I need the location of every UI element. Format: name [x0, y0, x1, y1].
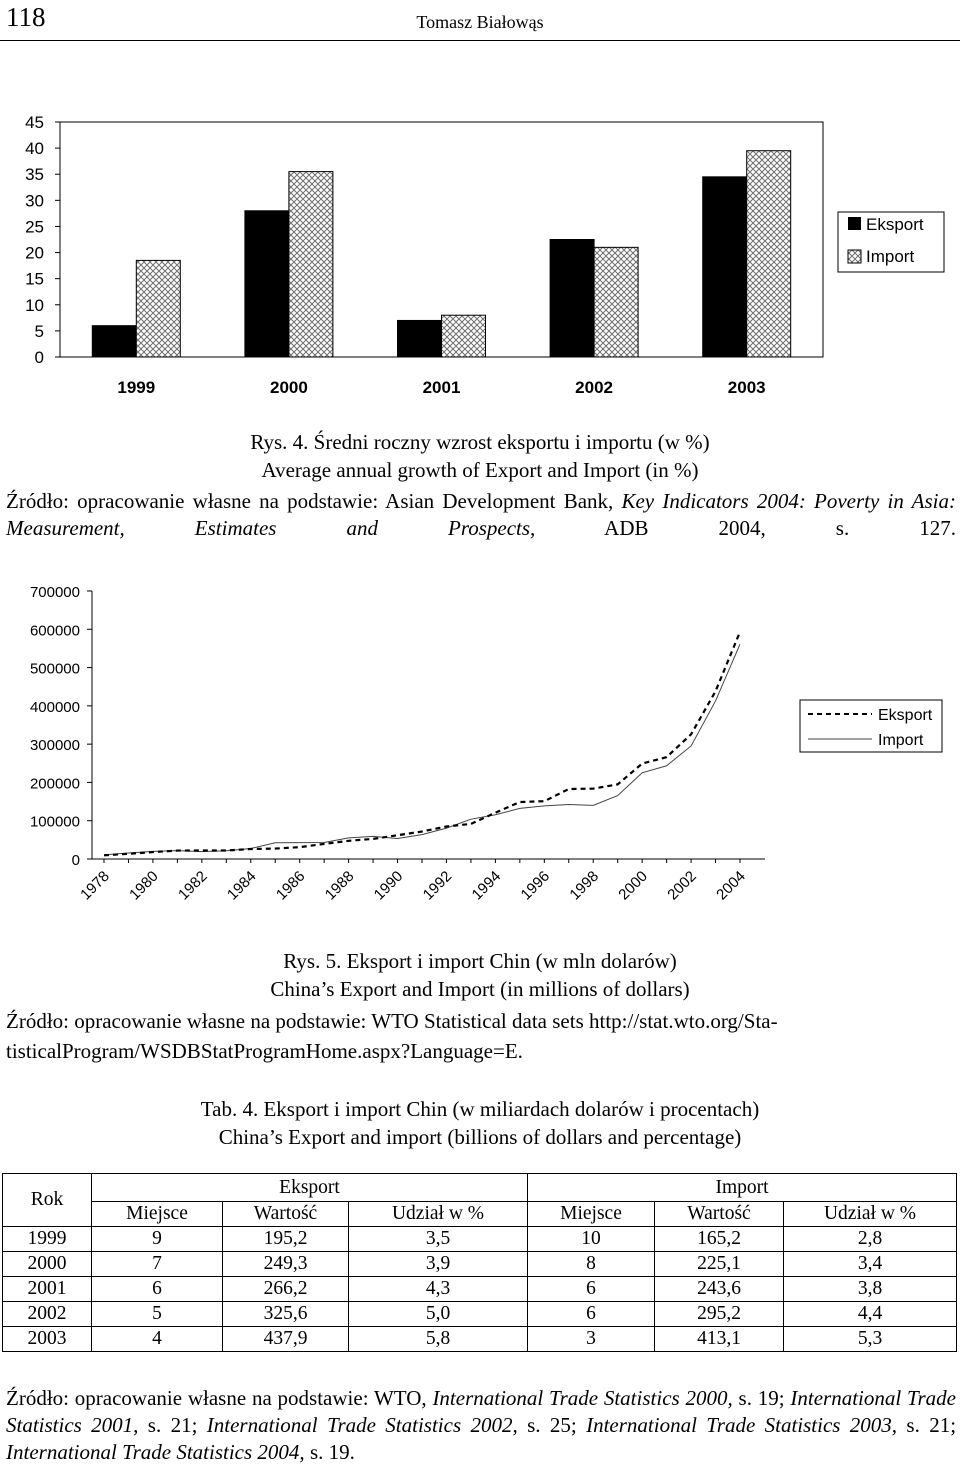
table-cell: 225,1 — [655, 1252, 784, 1277]
table-row — [3, 1277, 957, 1302]
table-source-title: International Trade Statistics 2003, — [586, 1413, 898, 1437]
bar-eksport-2003 — [703, 177, 747, 357]
bar-import-1999 — [136, 260, 180, 357]
table-source-title: International Trade Statistics 2000, — [432, 1386, 733, 1410]
table-source-page: s. 19. — [309, 1440, 355, 1464]
line-series-eksport — [104, 632, 740, 855]
table-subheader: Miejsce — [528, 1202, 655, 1227]
table-source-title: International Trade Statistics 2004, — [6, 1440, 305, 1464]
line-x-tick-label: 1978 — [77, 867, 113, 904]
table-subheader: Wartość — [223, 1202, 349, 1227]
table-4-title-pl: Tab. 4. Eksport i import Chin (w miliardach dolarów i procentach) — [200, 1097, 760, 1121]
table-cell: 2,8 — [784, 1227, 957, 1252]
table-cell: 413,1 — [655, 1327, 784, 1352]
bar-chart-figure-4 — [0, 100, 960, 410]
line-y-tick-label: 0 — [71, 852, 80, 869]
line-y-tick-label: 400000 — [29, 698, 80, 716]
table-header-import: Import — [528, 1174, 957, 1202]
legend-eksport-text: Eksport — [878, 707, 933, 724]
line-x-tick-label: 1980 — [126, 867, 162, 904]
bar-x-tick-label: 2001 — [422, 378, 461, 397]
bar-y-tick-label: 30 — [25, 191, 44, 211]
line-x-tick-label: 2004 — [713, 867, 749, 904]
line-x-tick-label: 1988 — [321, 867, 358, 904]
table-subheader-row — [3, 1202, 957, 1227]
table-cell: 165,2 — [655, 1227, 784, 1252]
bar-y-tick-label: 20 — [25, 243, 44, 263]
figure-5-source-line-2: tisticalProgram/WSDBStatProgramHome.aspx?Language=E. — [6, 1039, 523, 1063]
table-cell: 8 — [528, 1252, 655, 1277]
table-cell: 6 — [528, 1302, 655, 1327]
header-rule — [0, 40, 960, 41]
table-subheader: Udział w % — [784, 1202, 957, 1227]
table-4-source — [6, 1385, 956, 1466]
table-cell: 3 — [528, 1327, 655, 1352]
table-cell: 295,2 — [655, 1302, 784, 1327]
line-x-tick-label: 1990 — [370, 867, 407, 904]
table-source-title: International Trade Statistics 2001, — [6, 1386, 957, 1437]
bar-x-tick-label: 2003 — [727, 378, 766, 397]
bar-y-tick-label: 0 — [34, 348, 44, 367]
figure-5-caption-pl: Rys. 5. Eksport i import Chin (w mln dolarów) — [283, 949, 677, 973]
legend-import-label: Import — [866, 247, 915, 266]
line-chart-figure-5 — [0, 575, 960, 945]
table-cell: 5,3 — [784, 1327, 957, 1352]
figure-4-source-lead: Źródło: opracowanie własne na podstawie: Asian Development Bank, — [6, 489, 614, 513]
legend-eksport-label: Eksport — [866, 215, 924, 234]
line-y-tick-label: 200000 — [29, 775, 80, 793]
table-source-page: s. 21; — [906, 1413, 957, 1437]
table-cell: 5,8 — [349, 1327, 528, 1352]
table-header-rok: Rok — [3, 1174, 92, 1227]
line-y-tick-label: 700000 — [29, 584, 80, 601]
bar-x-tick-label: 2000 — [269, 378, 308, 397]
table-cell: 5,0 — [349, 1302, 528, 1327]
line-x-tick-label: 1982 — [175, 867, 211, 904]
line-y-tick-label: 600000 — [29, 622, 80, 640]
table-cell: 4,3 — [349, 1277, 528, 1302]
table-cell: 6 — [528, 1277, 655, 1302]
line-x-tick-label: 1994 — [468, 867, 505, 904]
table-source-page: s. 19; — [738, 1386, 785, 1410]
bar-eksport-1999 — [92, 326, 136, 357]
table-cell: 9 — [92, 1227, 223, 1252]
line-y-tick-label: 300000 — [29, 737, 80, 755]
figure-4-caption-en: Average annual growth of Export and Import (in %) — [261, 458, 699, 482]
bar-import-2001 — [442, 315, 486, 357]
table-row — [3, 1302, 957, 1327]
table-cell: 10 — [528, 1227, 655, 1252]
table-subheader: Udział w % — [349, 1202, 528, 1227]
data-table — [2, 1173, 957, 1352]
table-cell: 3,5 — [349, 1227, 528, 1252]
table-cell: 1999 — [3, 1227, 92, 1252]
figure-5-source-line-1: Źródło: opracowanie własne na podstawie: WTO Statistical data sets http://stat.wto.org/Sta- — [6, 1009, 778, 1033]
line-x-tick-label: 1992 — [419, 867, 456, 904]
bar-eksport-2000 — [245, 211, 289, 357]
line-y-tick-label: 100000 — [29, 813, 80, 831]
bar-x-tick-label: 1999 — [117, 378, 156, 397]
line-x-tick-label: 1984 — [223, 867, 260, 904]
legend-import-text: Import — [878, 732, 924, 749]
bar-y-tick-label: 45 — [25, 113, 44, 132]
table-row — [3, 1252, 957, 1277]
table-cell: 2000 — [3, 1252, 92, 1277]
line-x-tick-label: 1998 — [566, 867, 603, 904]
bar-y-tick-label: 25 — [25, 217, 44, 237]
bar-y-tick-label: 10 — [25, 295, 44, 315]
table-source-page: s. 21; — [147, 1413, 198, 1437]
table-subheader: Miejsce — [92, 1202, 223, 1227]
running-header-author: Tomasz Białowąs — [416, 12, 544, 32]
bar-x-tick-label: 2002 — [575, 378, 614, 397]
table-header-row — [3, 1174, 957, 1202]
table-cell: 2001 — [3, 1277, 92, 1302]
line-x-tick-label: 1986 — [272, 867, 309, 904]
figure-4-caption-pl: Rys. 4. Średni roczny wzrost eksportu i importu (w %) — [250, 430, 710, 454]
line-x-tick-label: 2000 — [615, 867, 651, 904]
table-4-title-en: China’s Export and import (billions of dollars and percentage) — [218, 1125, 742, 1149]
table-cell: 3,8 — [784, 1277, 957, 1302]
bar-y-tick-label: 5 — [34, 321, 44, 341]
line-x-tick-label: 2002 — [664, 867, 700, 904]
table-cell: 5 — [92, 1302, 223, 1327]
table-row — [3, 1327, 957, 1352]
bar-y-tick-label: 15 — [25, 269, 44, 289]
table-cell: 7 — [92, 1252, 223, 1277]
bar-y-tick-label: 40 — [25, 139, 44, 159]
table-cell: 4 — [92, 1327, 223, 1352]
figure-4-source-title: Key Indicators 2004: Poverty in Asia: Measurement, Estimates and Prospects, — [6, 489, 956, 540]
table-cell: 325,6 — [223, 1302, 349, 1327]
table-cell: 266,2 — [223, 1277, 349, 1302]
figure-4-source-tail: ADB 2004, s. 127. — [604, 516, 956, 540]
table-cell: 2003 — [3, 1327, 92, 1352]
line-y-tick-label: 500000 — [29, 660, 80, 678]
table-cell: 243,6 — [655, 1277, 784, 1302]
table-row — [3, 1227, 957, 1252]
page-number: 118 — [6, 2, 46, 32]
table-cell: 4,4 — [784, 1302, 957, 1327]
table-cell: 195,2 — [223, 1227, 349, 1252]
table-cell: 249,3 — [223, 1252, 349, 1277]
legend-import-swatch — [848, 250, 861, 263]
table-source-page: s. 25; — [527, 1413, 577, 1437]
legend-eksport-swatch — [848, 217, 861, 230]
table-cell: 437,9 — [223, 1327, 349, 1352]
bar-import-2003 — [747, 151, 791, 357]
bar-eksport-2001 — [398, 320, 442, 357]
line-x-tick-label: 1996 — [517, 867, 554, 904]
figure-4-source — [6, 488, 956, 542]
table-source-title: International Trade Statistics 2002, — [206, 1413, 518, 1437]
bar-eksport-2002 — [550, 240, 594, 358]
table-cell: 6 — [92, 1277, 223, 1302]
table-cell: 2002 — [3, 1302, 92, 1327]
table-cell: 3,9 — [349, 1252, 528, 1277]
table-subheader: Wartość — [655, 1202, 784, 1227]
line-series-import — [104, 644, 740, 855]
table-source-lead: Źródło: opracowanie własne na podstawie: WTO, — [6, 1386, 427, 1410]
table-header-eksport: Eksport — [92, 1174, 528, 1202]
figure-5-caption-en: China’s Export and Import (in millions of dollars) — [270, 977, 690, 1001]
table-cell: 3,4 — [784, 1252, 957, 1277]
bar-import-2000 — [289, 172, 333, 357]
bar-y-tick-label: 35 — [25, 165, 44, 185]
bar-import-2002 — [594, 247, 638, 357]
